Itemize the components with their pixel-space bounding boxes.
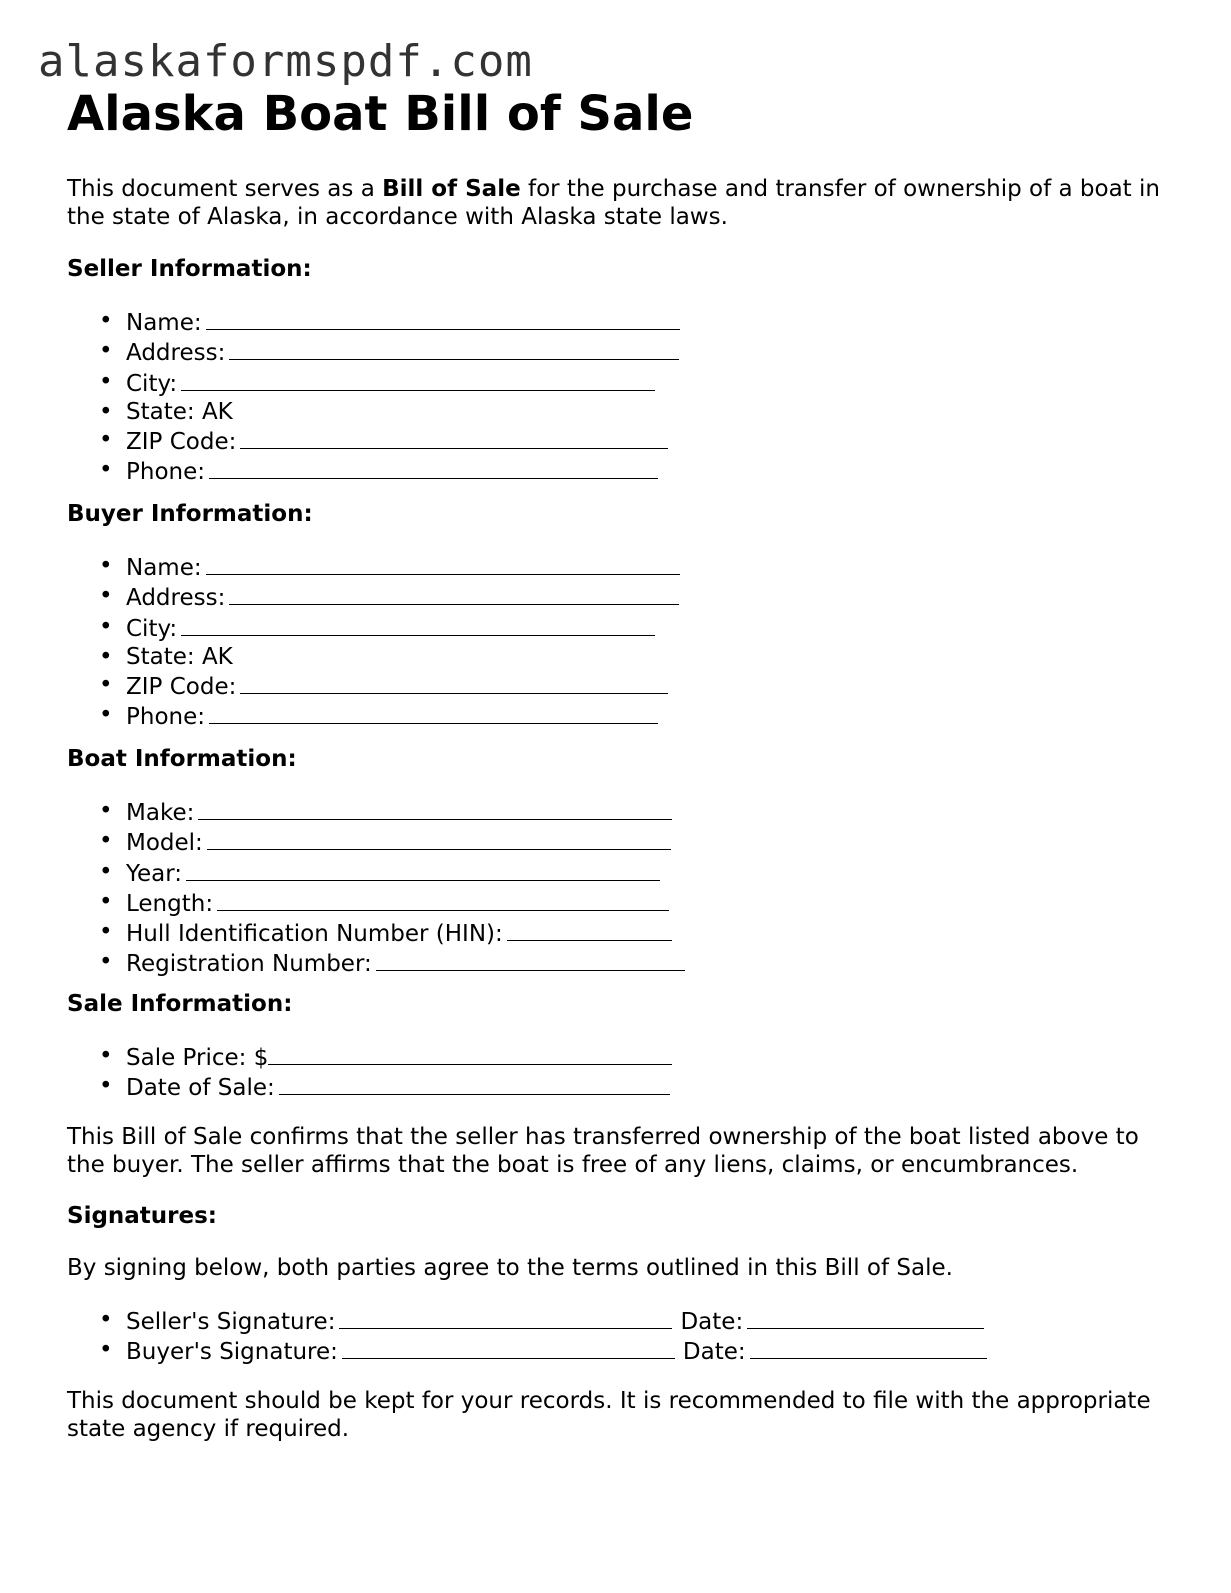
buyer-city-input[interactable] [181, 613, 655, 636]
boat-model-input[interactable] [207, 827, 671, 850]
page-title: Alaska Boat Bill of Sale [67, 86, 694, 142]
sale-date-field: • Date of Sale: [67, 1072, 672, 1102]
buyer-phone-input[interactable] [209, 701, 658, 724]
footer-paragraph: This document should be kept for your records. It is recommended to file with the appropriate state agency if required. [67, 1388, 1151, 1442]
seller-phone-input[interactable] [209, 456, 658, 479]
boat-length-field: • Length: [67, 888, 685, 918]
boat-year-input[interactable] [186, 858, 660, 881]
intro-paragraph: This document serves as a Bill of Sale for the purchase and transfer of ownership of a boat in the state of Alaska, in accordance with Alaska state laws. [67, 176, 1160, 230]
seller-name-input[interactable] [206, 307, 680, 330]
buyer-zip-field: • ZIP Code: [67, 671, 680, 701]
boat-hin-input[interactable] [507, 918, 672, 941]
buyer-signature-date-input[interactable] [750, 1336, 987, 1359]
boat-make-field: • Make: [67, 797, 685, 827]
buyer-address-input[interactable] [229, 582, 679, 605]
sale-price-input[interactable] [268, 1042, 672, 1065]
seller-name-field: • Name: [67, 307, 680, 337]
watermark: alaskaformspdf.com [38, 36, 533, 87]
boat-registration-input[interactable] [376, 948, 685, 971]
sale-heading: Sale Information: [67, 991, 293, 1017]
boat-registration-field: • Registration Number: [67, 948, 685, 978]
seller-zip-field: • ZIP Code: [67, 426, 680, 456]
boat-model-field: • Model: [67, 827, 685, 857]
intro-bold-term: Bill of Sale [382, 176, 521, 202]
boat-fields [67, 797, 685, 979]
sale-date-input[interactable] [279, 1072, 670, 1095]
buyer-phone-field: • Phone: [67, 701, 680, 731]
boat-make-input[interactable] [198, 797, 672, 820]
boat-year-field: • Year: [67, 858, 685, 888]
seller-signature-date-input[interactable] [747, 1306, 984, 1329]
buyer-signature-field: • Buyer's Signature: Date: [67, 1336, 987, 1366]
boat-heading: Boat Information: [67, 746, 297, 772]
seller-signature-field: • Seller's Signature: Date: [67, 1306, 987, 1336]
buyer-fields [67, 552, 680, 732]
seller-state-field: • State: AK [99, 398, 233, 425]
buyer-heading: Buyer Information: [67, 501, 313, 527]
sale-fields [67, 1042, 672, 1103]
buyer-name-input[interactable] [206, 552, 680, 575]
buyer-state-field: • State: AK [99, 643, 233, 670]
buyer-zip-input[interactable] [240, 671, 668, 694]
signatures-text: By signing below, both parties agree to the terms outlined in this Bill of Sale. [67, 1255, 953, 1281]
seller-address-input[interactable] [229, 337, 679, 360]
buyer-signature-input[interactable] [342, 1336, 675, 1359]
seller-heading: Seller Information: [67, 256, 312, 282]
buyer-address-field: • Address: [67, 582, 680, 612]
seller-zip-input[interactable] [240, 426, 668, 449]
buyer-city-field: • City: [67, 613, 680, 643]
seller-signature-input[interactable] [339, 1306, 672, 1329]
sale-price-field: • Sale Price: $ [67, 1042, 672, 1072]
boat-hin-field: • Hull Identification Number (HIN): [67, 918, 685, 948]
seller-fields [67, 307, 680, 487]
boat-length-input[interactable] [217, 888, 669, 911]
seller-phone-field: • Phone: [67, 456, 680, 486]
seller-city-field: • City: [67, 368, 680, 398]
seller-address-field: • Address: [67, 337, 680, 367]
signature-fields [67, 1306, 987, 1367]
buyer-name-field: • Name: [67, 552, 680, 582]
confirmation-paragraph: This Bill of Sale confirms that the seller has transferred ownership of the boat listed above to the buyer. The seller affirms that the boat is free of any liens, claims, or encumbrances. [67, 1124, 1139, 1178]
seller-city-input[interactable] [181, 368, 655, 391]
signatures-heading: Signatures: [67, 1203, 218, 1229]
